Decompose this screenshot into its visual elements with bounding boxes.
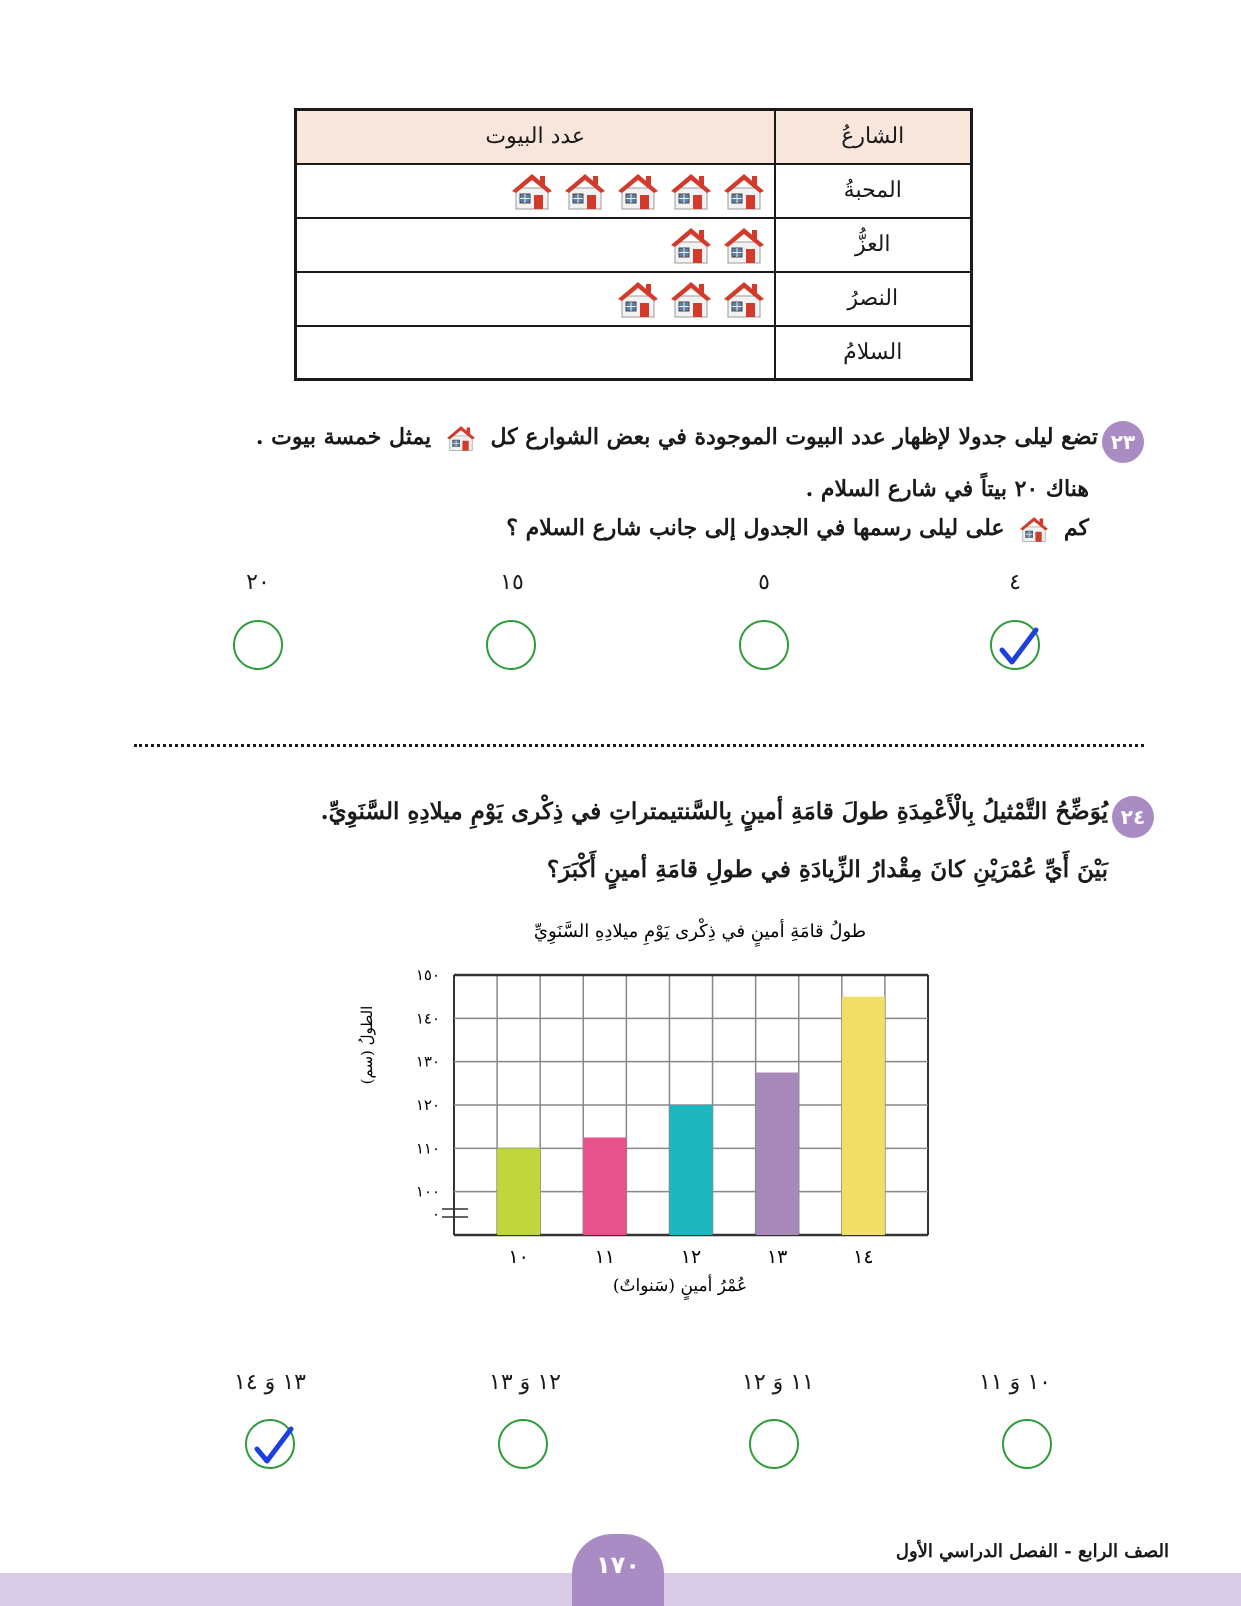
table-row bbox=[296, 218, 972, 272]
option-radio[interactable] bbox=[486, 620, 536, 670]
street-name: السلامُ bbox=[775, 326, 972, 380]
y-tick-label: ١٤٠ bbox=[415, 1009, 440, 1028]
x-tick-label: ١٣ bbox=[766, 1246, 788, 1268]
house-icon bbox=[669, 279, 713, 319]
table-row bbox=[296, 272, 972, 326]
bar bbox=[756, 1073, 799, 1236]
bar bbox=[583, 1138, 626, 1236]
house-icon bbox=[445, 424, 477, 452]
q23-line3 bbox=[506, 515, 1089, 543]
chart-title: طولُ قامَةِ أمينٍ في ذِكْرى يَوْمِ ميلادِهِ السَّنَوِيِّ bbox=[533, 921, 867, 942]
option-radio[interactable] bbox=[1002, 1419, 1052, 1469]
house-icon bbox=[510, 171, 554, 211]
chart-bars bbox=[497, 997, 885, 1235]
q24-line1: يُوَضِّحُ التَّمْثيلُ بِالْأَعْمِدَةِ طولَ قامَةِ أمينٍ بِالسَّنتيمتراتِ في ذِكْرى يَوْمِ ميلادِهِ السَّنَوِيِّ. bbox=[320, 798, 1108, 825]
option-label: ١٣ وَ ١٤ bbox=[234, 1370, 306, 1395]
q23-line3-a: كم bbox=[1063, 515, 1089, 541]
option-radio[interactable] bbox=[233, 620, 283, 670]
option-label: ٤ bbox=[1009, 570, 1021, 595]
option-label: ١٠ وَ ١١ bbox=[979, 1370, 1051, 1395]
header-count: عدد البيوت bbox=[296, 110, 775, 164]
bar bbox=[497, 1148, 540, 1235]
option-label: ٥ bbox=[758, 570, 770, 595]
q23-line1 bbox=[256, 424, 1098, 452]
option-radio[interactable] bbox=[739, 620, 789, 670]
q23-line3-b: على ليلى رسمها في الجدول إلى جانب شارع السلام ؟ bbox=[506, 515, 1005, 541]
page-number: ١٧٠ bbox=[572, 1534, 664, 1606]
house-cell bbox=[296, 218, 775, 272]
table-header-row bbox=[296, 110, 972, 164]
y-tick-label: ١٢٠ bbox=[415, 1096, 440, 1114]
x-tick-label: ١٢ bbox=[680, 1246, 702, 1268]
option-radio[interactable] bbox=[498, 1419, 548, 1469]
table-row bbox=[296, 164, 972, 218]
q23-line2: هناك ٢٠ بيتاً في شارع السلام . bbox=[805, 476, 1089, 502]
question-number-23: ٢٣ bbox=[1102, 421, 1144, 463]
table-row bbox=[296, 326, 972, 380]
house-icon bbox=[669, 171, 713, 211]
house-icon bbox=[616, 279, 660, 319]
house-cell bbox=[296, 272, 775, 326]
y-tick-label: ١١٠ bbox=[415, 1139, 440, 1158]
option-label: ٢٠ bbox=[246, 570, 270, 595]
footer-course: الصف الرابع - الفصل الدراسي الأول bbox=[895, 1541, 1169, 1562]
section-divider bbox=[134, 744, 1144, 747]
y-tick-label: ١٠٠ bbox=[415, 1182, 440, 1201]
q23-line1-a: تضع ليلى جدولا لإظهار عدد البيوت الموجودة في بعض الشوارع كل bbox=[490, 424, 1098, 450]
house-icon bbox=[722, 171, 766, 211]
y-tick-label: ١٣٠ bbox=[415, 1052, 440, 1071]
header-street: الشارعُ bbox=[775, 110, 972, 164]
x-tick-label: ١٠ bbox=[508, 1246, 529, 1268]
bar-chart bbox=[340, 915, 940, 1305]
house-icon bbox=[563, 171, 607, 211]
house-cell bbox=[296, 326, 775, 380]
checkmark-icon bbox=[996, 624, 1040, 670]
street-name: المحبةُ bbox=[775, 164, 972, 218]
pictograph-table bbox=[294, 108, 973, 381]
y-axis-label: الطولُ (سم) bbox=[358, 1005, 376, 1085]
house-icon bbox=[722, 279, 766, 319]
q23-line1-b: يمثل خمسة بيوت . bbox=[255, 424, 432, 450]
house-cell bbox=[296, 164, 775, 218]
x-tick-labels bbox=[508, 1246, 873, 1268]
y-tick-label: ١٥٠ bbox=[415, 966, 440, 984]
option-label: ١٥ bbox=[500, 570, 524, 595]
house-icon bbox=[669, 225, 713, 265]
street-name: النصرُ bbox=[775, 272, 972, 326]
house-icon bbox=[1018, 515, 1050, 543]
question-number-24: ٢٤ bbox=[1112, 796, 1154, 838]
option-radio[interactable] bbox=[245, 1419, 295, 1469]
q24-line2: بَيْنَ أَيِّ عُمْرَيْنِ كانَ مِقْدارُ الزِّيادَةِ في طولِ قامَةِ أمينٍ أَكْبَرَ؟ bbox=[546, 856, 1108, 883]
house-icon bbox=[616, 171, 660, 211]
y-tick-labels bbox=[416, 966, 440, 1223]
option-label: ١٢ وَ ١٣ bbox=[489, 1370, 561, 1395]
checkmark-icon bbox=[251, 1423, 295, 1469]
house-icon bbox=[722, 225, 766, 265]
street-name: العزُّ bbox=[775, 218, 972, 272]
option-radio[interactable] bbox=[749, 1419, 799, 1469]
y-tick-label: ٠ bbox=[431, 1205, 440, 1223]
x-tick-label: ١٤ bbox=[853, 1246, 874, 1268]
bar bbox=[842, 997, 885, 1235]
option-label: ١١ وَ ١٢ bbox=[742, 1370, 814, 1395]
x-axis-label: عُمْرُ أمينٍ (سَنواتٌ) bbox=[612, 1276, 748, 1296]
x-tick-label: ١١ bbox=[594, 1246, 616, 1268]
option-radio[interactable] bbox=[990, 620, 1040, 670]
bar bbox=[669, 1105, 712, 1235]
